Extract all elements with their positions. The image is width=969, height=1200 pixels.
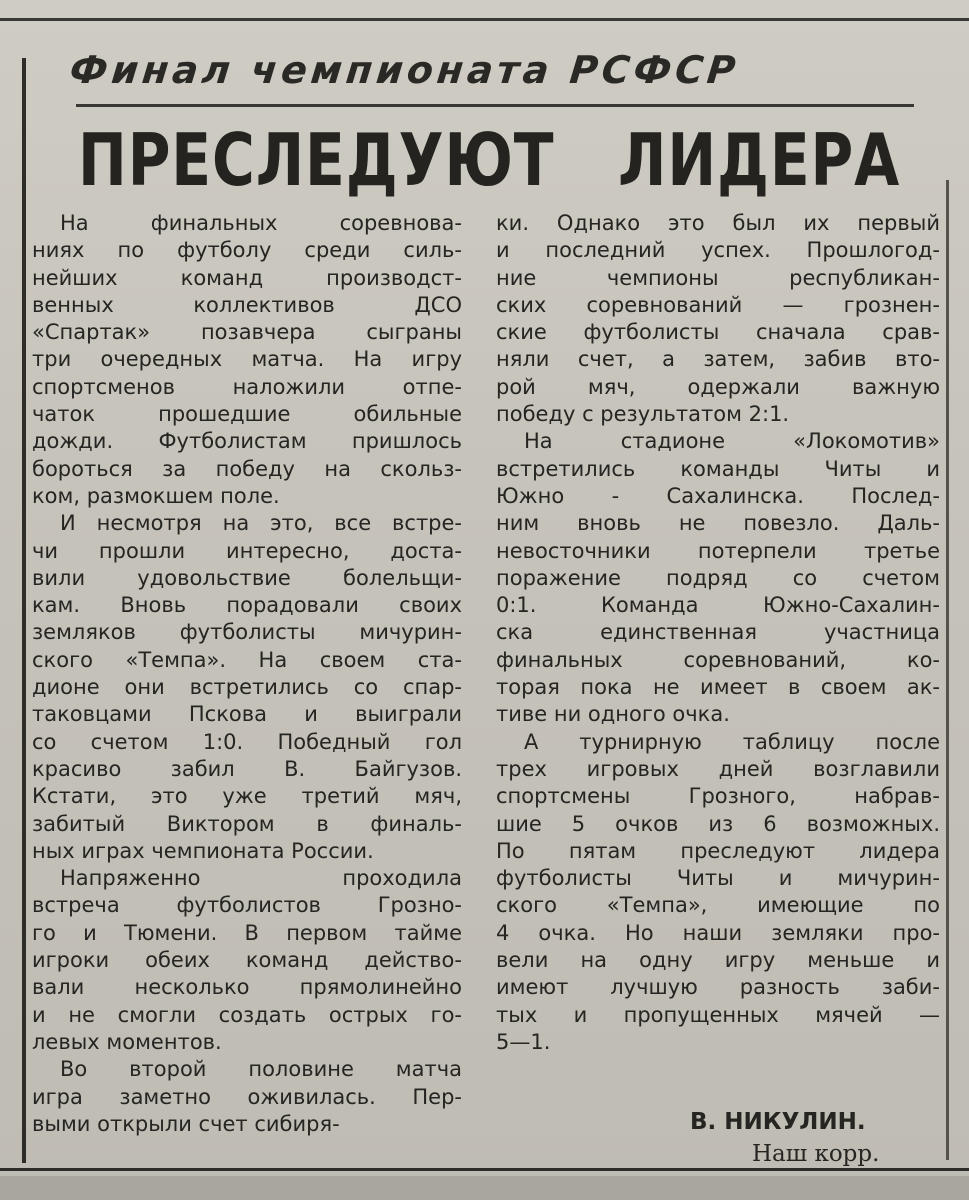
text-line: Южно - Сахалинска. Послед- xyxy=(496,483,940,508)
next-article-strip xyxy=(0,1176,969,1200)
left-column-rule xyxy=(22,58,26,1163)
text-line: го и Тюмени. В первом тайме xyxy=(32,920,462,945)
text-line: победу с результатом 2:1. xyxy=(496,402,790,427)
text-line: чи прошли интересно, доста- xyxy=(32,538,462,563)
text-line: чаток прошедшие обильные xyxy=(32,402,462,427)
text-line: игра заметно оживилась. Пер- xyxy=(32,1084,462,1109)
text-line: таковцами Пскова и выиграли xyxy=(32,702,462,727)
text-line: и последний успех. Прошлогод- xyxy=(496,238,940,263)
text-line: ним вновь не повезло. Даль- xyxy=(496,511,940,536)
text-line: левых моментов. xyxy=(32,1029,222,1054)
text-line: ских соревнований — грознен- xyxy=(496,292,940,317)
text-line: встретились команды Читы и xyxy=(496,456,940,481)
text-line: А турнирную таблицу после xyxy=(524,729,940,754)
text-line: финальных соревнований, ко- xyxy=(496,647,940,672)
article-column-right xyxy=(496,210,940,1056)
text-line: 0:1. Команда Южно-Сахалин- xyxy=(496,593,940,618)
text-line: «Спартак» позавчера сыграны xyxy=(32,320,462,345)
text-line: дожди. Футболистам пришлось xyxy=(32,429,462,454)
text-line: Во второй половине матча xyxy=(60,1057,462,1082)
text-line: Кстати, это уже третий мяч, xyxy=(32,784,462,809)
text-line: Напряженно проходила xyxy=(60,866,462,891)
text-line: ком, размокшем поле. xyxy=(32,483,280,508)
text-line: игроки обеих команд действо- xyxy=(32,948,462,973)
text-line: венных коллективов ДСО xyxy=(32,292,462,317)
text-line: ных играх чемпионата России. xyxy=(32,838,374,863)
text-line: три очередных матча. На игру xyxy=(32,347,462,372)
text-line: 4 очка. Но наши земляки про- xyxy=(496,920,940,945)
article-headline: ПРЕСЛЕДУЮТ ЛИДЕРА xyxy=(78,118,901,202)
text-line: ского «Темпа». На своем ста- xyxy=(32,647,462,672)
article-column-left xyxy=(32,210,462,1138)
text-line: тых и пропущенных мячей — xyxy=(496,1002,940,1027)
text-line: шие 5 очков из 6 возможных. xyxy=(496,811,940,836)
text-line: невосточники потерпели третье xyxy=(496,538,940,563)
text-line: земляков футболисты мичурин- xyxy=(32,620,462,645)
text-line: ки. Однако это был их первый xyxy=(496,211,940,235)
text-line: со счетом 1:0. Победный гол xyxy=(32,729,462,754)
rubric-divider xyxy=(76,104,914,107)
text-line: поражение подряд со счетом xyxy=(496,565,940,590)
text-line: няли счет, а затем, забив вто- xyxy=(496,347,940,372)
text-line: бороться за победу на скольз- xyxy=(32,456,462,481)
author-role: Наш корр. xyxy=(752,1141,880,1167)
text-line: вали несколько прямолинейно xyxy=(32,975,462,1000)
text-line: нейших команд производст- xyxy=(32,265,462,290)
text-line: На финальных соревнова- xyxy=(60,211,462,235)
text-line: имеют лучшую разность заби- xyxy=(496,975,940,1000)
text-line: и не смогли создать острых го- xyxy=(32,1002,462,1027)
text-line: трех игровых дней возглавили xyxy=(496,756,940,781)
text-line: По пятам преследуют лидера xyxy=(496,838,940,863)
text-line: спортсмены Грозного, набрав- xyxy=(496,784,940,809)
right-column-rule xyxy=(946,180,949,1160)
text-line: вели на одну игру меньше и xyxy=(496,948,940,973)
text-line: футболисты Читы и мичурин- xyxy=(496,866,940,891)
text-line: красиво забил В. Байгузов. xyxy=(32,756,462,781)
text-line: встреча футболистов Грозно- xyxy=(32,893,462,918)
text-line: спортсменов наложили отпе- xyxy=(32,374,462,399)
text-line: ского «Темпа», имеющие по xyxy=(496,893,940,918)
text-line: И несмотря на это, все встре- xyxy=(60,511,462,536)
text-line: ние чемпионы республикан- xyxy=(496,265,940,290)
text-line: рой мяч, одержали важную xyxy=(496,374,940,399)
text-line: ские футболисты сначала срав- xyxy=(496,320,940,345)
bottom-rule xyxy=(0,1168,969,1171)
text-line: ска единственная участница xyxy=(496,620,940,645)
text-line: выми открыли счет сибиря- xyxy=(32,1111,340,1136)
rubric-heading: Финал чемпионата РСФСР xyxy=(67,48,742,92)
text-line: тиве ни одного очка. xyxy=(496,702,730,727)
text-line: ниях по футболу среди силь- xyxy=(32,238,462,263)
text-line: 5—1. xyxy=(496,1029,551,1054)
text-line: торая пока не имеет в своем ак- xyxy=(496,675,940,700)
text-line: кам. Вновь порадовали своих xyxy=(32,593,462,618)
text-line: На стадионе «Локомотив» xyxy=(524,429,940,454)
top-rule xyxy=(0,18,969,21)
text-line: забитый Виктором в финаль- xyxy=(32,811,462,836)
author-signature: В. НИКУЛИН. xyxy=(690,1109,866,1135)
text-line: дионе они встретились со спар- xyxy=(32,675,462,700)
text-line: вили удовольствие болельщи- xyxy=(32,565,462,590)
